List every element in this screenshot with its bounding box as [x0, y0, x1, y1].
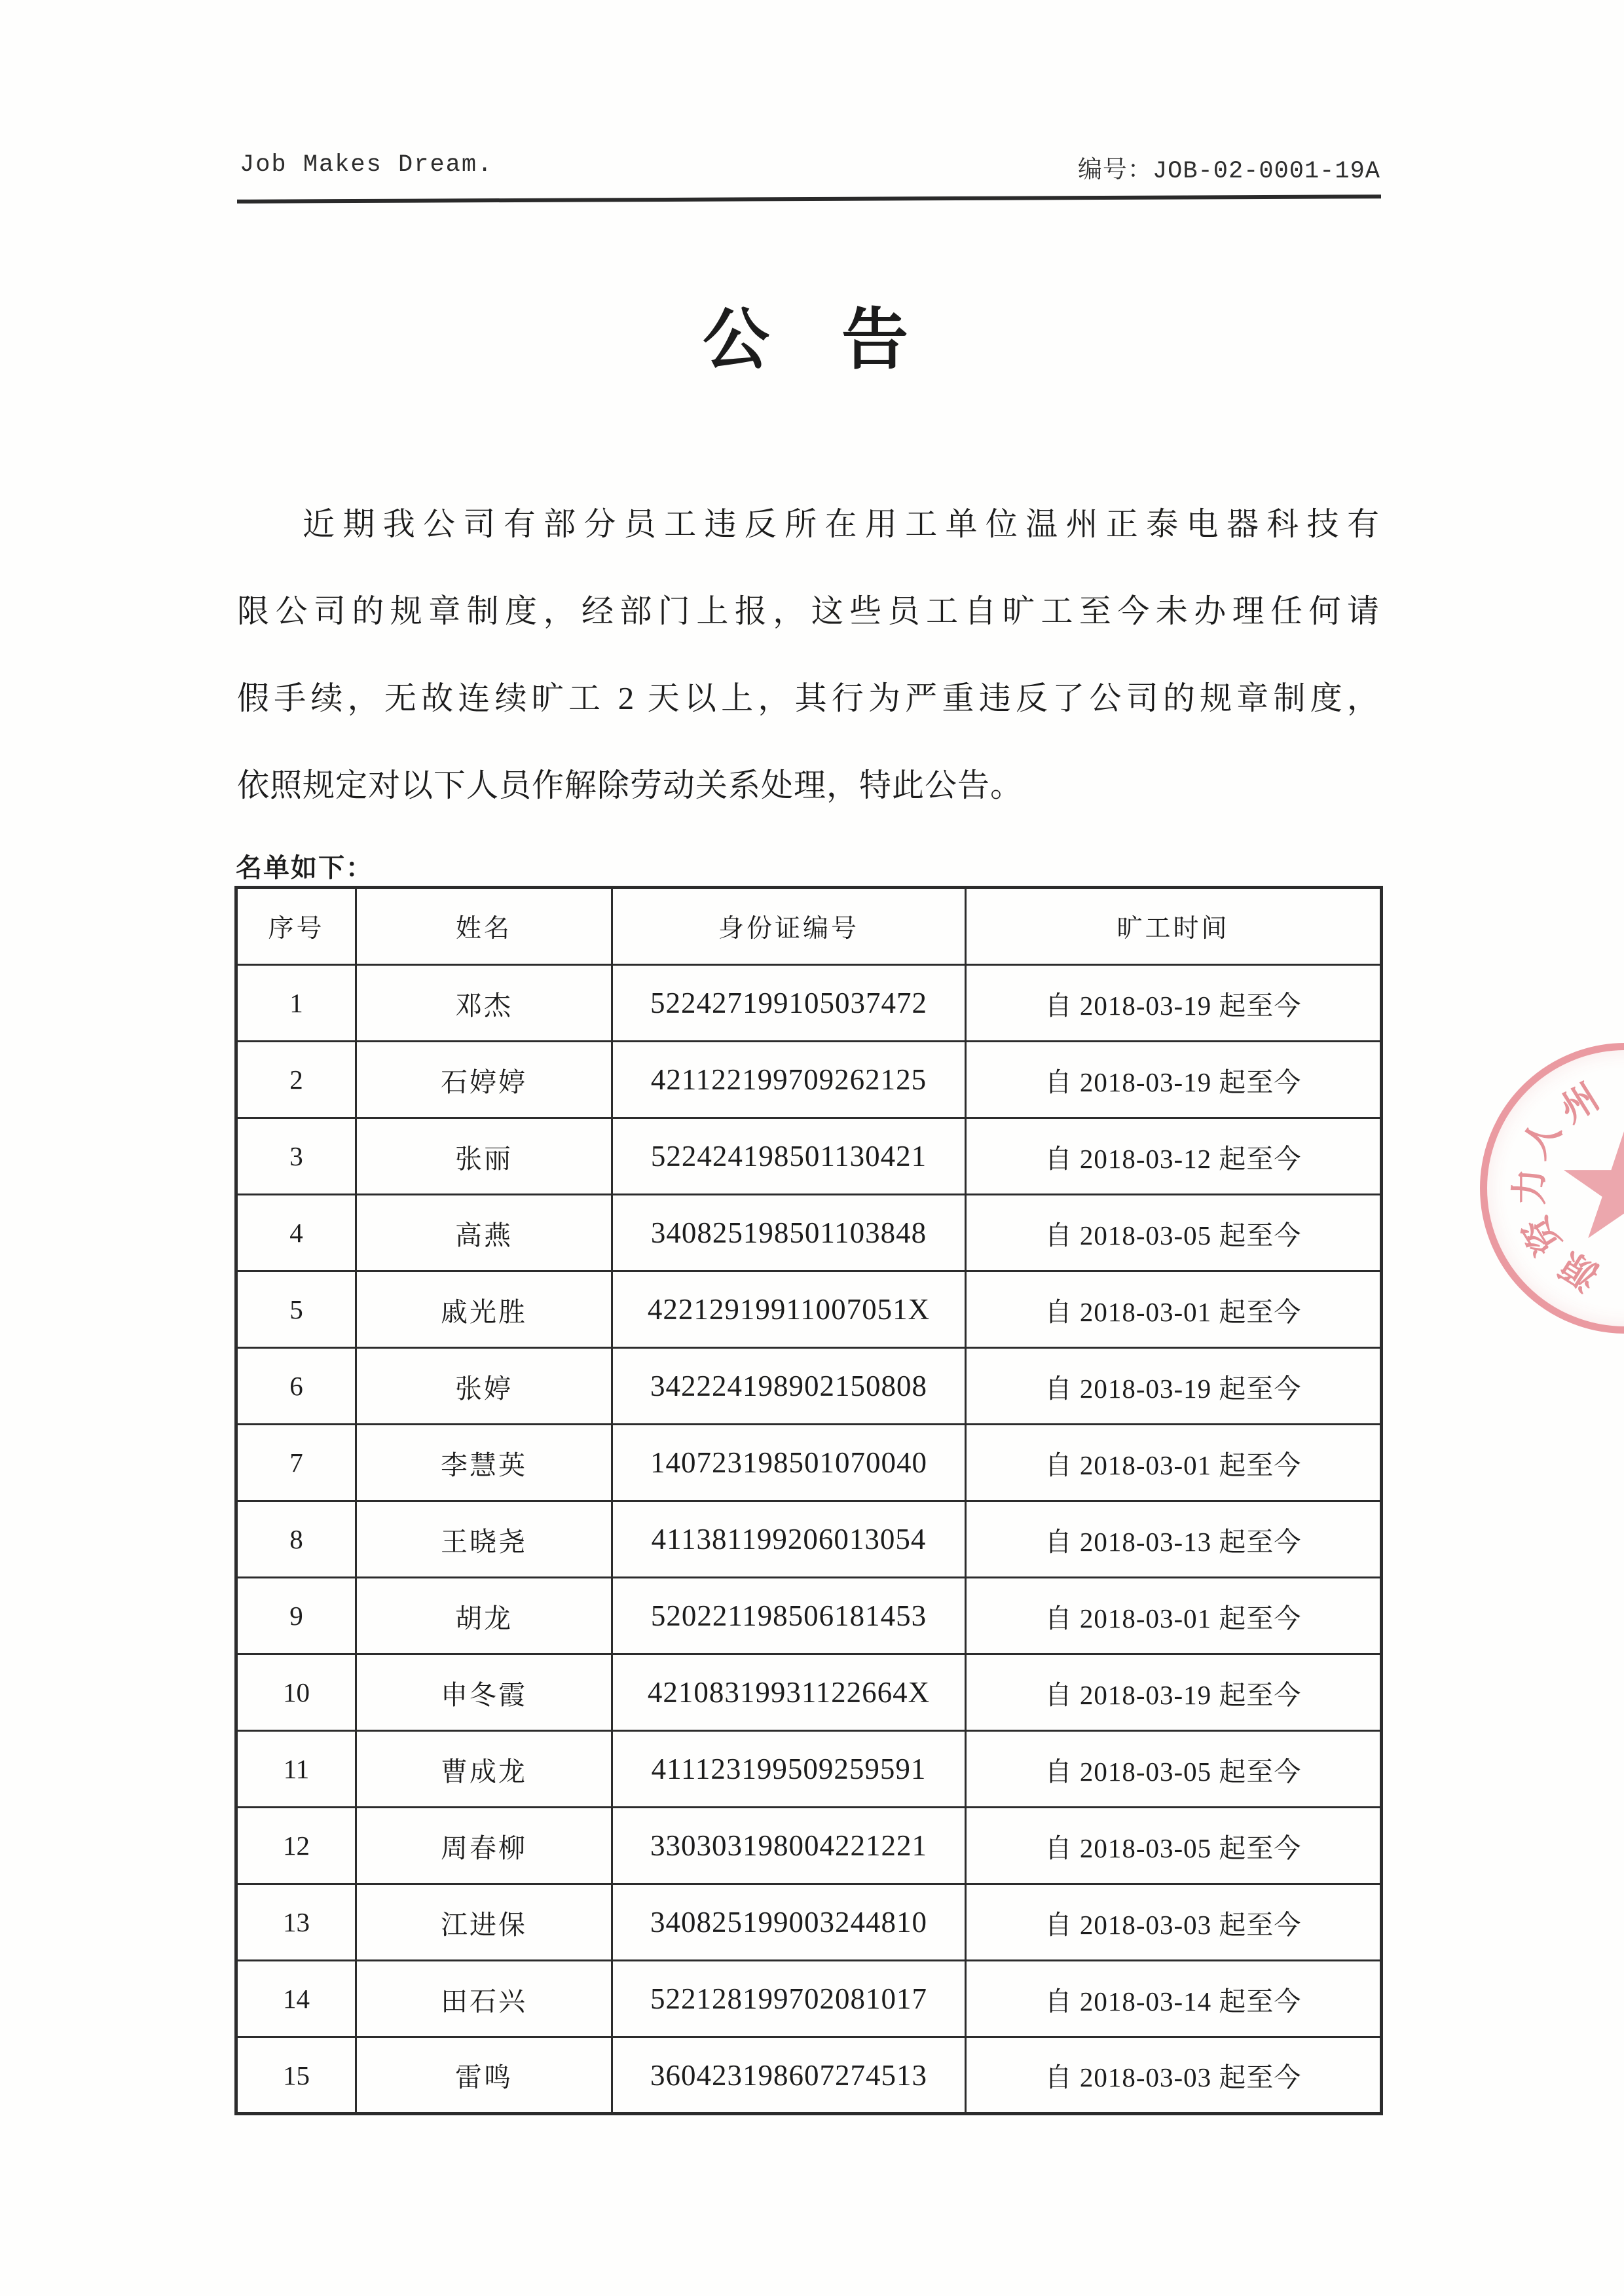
table-cell: 4 — [236, 1195, 356, 1271]
table-cell: 42212919911007051X — [612, 1271, 966, 1348]
table-cell: 周春柳 — [356, 1808, 612, 1884]
table-row — [236, 965, 1382, 1042]
table-cell: 1 — [236, 965, 356, 1042]
table-cell: 5 — [236, 1271, 356, 1348]
table-cell: 申冬霞 — [356, 1654, 612, 1731]
table-cell: 自 2018-03-19 起至今 — [966, 1042, 1382, 1118]
table-cell: 邓杰 — [356, 965, 612, 1042]
table-cell: 421122199709262125 — [612, 1042, 966, 1118]
table-cell: 8 — [236, 1501, 356, 1578]
stamp-ring-char: 资 — [1514, 1209, 1569, 1262]
table-row — [236, 1348, 1382, 1425]
table-cell: 自 2018-03-05 起至今 — [966, 1731, 1382, 1808]
table-cell: 自 2018-03-05 起至今 — [966, 1195, 1382, 1271]
table-row — [236, 1501, 1382, 1578]
table-cell: 11 — [236, 1731, 356, 1808]
table-row — [236, 1425, 1382, 1501]
table-cell: 自 2018-03-05 起至今 — [966, 1808, 1382, 1884]
table-header-row — [236, 888, 1382, 965]
table-row — [236, 2037, 1382, 2114]
table-cell: 戚光胜 — [356, 1271, 612, 1348]
body-line: 近期我公司有部分员工违反所在用工单位温州正泰电器科技有 — [303, 506, 1380, 542]
doc-number — [1078, 149, 1380, 185]
col-header-name: 姓名 — [356, 888, 612, 965]
body-line: 限公司的规章制度，经部门上报，这些员工自旷工至今未办理任何请 — [237, 593, 1380, 629]
table-cell: 自 2018-03-19 起至今 — [966, 965, 1382, 1042]
body-paragraph — [237, 505, 1380, 854]
table-cell: 2 — [236, 1042, 356, 1118]
stamp-ring — [1480, 1043, 1624, 1334]
table-cell: 9 — [236, 1578, 356, 1654]
table-cell: 522427199105037472 — [612, 965, 966, 1042]
table-row — [236, 1808, 1382, 1884]
table-cell: 10 — [236, 1654, 356, 1731]
table-cell: 520221198506181453 — [612, 1578, 966, 1654]
table-cell: 王晓尧 — [356, 1501, 612, 1578]
table-cell: 自 2018-03-13 起至今 — [966, 1501, 1382, 1578]
page-title: 公 告 — [703, 304, 911, 378]
col-header-absence: 旷工时间 — [966, 888, 1382, 965]
table-row — [236, 1961, 1382, 2037]
header-slogan: Job Makes Dream. — [240, 151, 494, 179]
table-row — [236, 1884, 1382, 1961]
body-line: 假手续，无故连续旷工 2 天以上，其行为严重违反了公司的规章制度， — [237, 680, 1380, 716]
table-cell: 自 2018-03-01 起至今 — [966, 1425, 1382, 1501]
table-cell: 自 2018-03-01 起至今 — [966, 1271, 1382, 1348]
table-row — [236, 1195, 1382, 1271]
roster-table-body — [236, 965, 1382, 2114]
list-label: 名单如下： — [236, 854, 373, 883]
table-cell: 江进保 — [356, 1884, 612, 1961]
company-stamp — [1480, 1043, 1624, 1334]
table-row — [236, 1578, 1382, 1654]
table-row — [236, 1731, 1382, 1808]
table-row — [236, 1271, 1382, 1348]
table-cell: 340825199003244810 — [612, 1884, 966, 1961]
table-cell: 自 2018-03-14 起至今 — [966, 1961, 1382, 2037]
table-cell: 曹成龙 — [356, 1731, 612, 1808]
table-cell: 42108319931122664X — [612, 1654, 966, 1731]
table-cell: 340825198501103848 — [612, 1195, 966, 1271]
table-cell: 140723198501070040 — [612, 1425, 966, 1501]
body-line: 依照规定对以下人员作解除劳动关系处理，特此公告。 — [237, 767, 1024, 803]
table-cell: 雷鸣 — [356, 2037, 612, 2114]
table-cell: 6 — [236, 1348, 356, 1425]
table-row — [236, 1042, 1382, 1118]
table-cell: 411123199509259591 — [612, 1731, 966, 1808]
table-cell: 360423198607274513 — [612, 2037, 966, 2114]
table-cell: 自 2018-03-03 起至今 — [966, 1884, 1382, 1961]
table-cell: 14 — [236, 1961, 356, 2037]
stamp-ring-char: 力 — [1509, 1169, 1550, 1205]
doc-number-label: 编号： — [1077, 158, 1153, 185]
table-cell: 411381199206013054 — [612, 1501, 966, 1578]
stamp-star-icon — [1561, 1127, 1624, 1249]
table-cell: 522128199702081017 — [612, 1961, 966, 2037]
roster-table — [234, 886, 1383, 2115]
table-cell: 自 2018-03-12 起至今 — [966, 1118, 1382, 1195]
col-header-index: 序号 — [236, 888, 356, 965]
table-cell: 12 — [236, 1808, 356, 1884]
table-cell: 342224198902150808 — [612, 1348, 966, 1425]
table-cell: 石婷婷 — [356, 1042, 612, 1118]
table-cell: 田石兴 — [356, 1961, 612, 2037]
table-cell: 自 2018-03-03 起至今 — [966, 2037, 1382, 2114]
table-cell: 522424198501130421 — [612, 1118, 966, 1195]
stamp-ring-char: 州 — [1553, 1076, 1606, 1131]
table-cell: 胡龙 — [356, 1578, 612, 1654]
table-cell: 自 2018-03-01 起至今 — [966, 1578, 1382, 1654]
table-cell: 自 2018-03-19 起至今 — [966, 1654, 1382, 1731]
table-cell: 15 — [236, 2037, 356, 2114]
table-cell: 7 — [236, 1425, 356, 1501]
stamp-ring-char: 人 — [1514, 1112, 1569, 1165]
table-cell: 3 — [236, 1118, 356, 1195]
stamp-ring-char: 源 — [1553, 1243, 1606, 1298]
table-row — [236, 1654, 1382, 1731]
table-cell: 高燕 — [356, 1195, 612, 1271]
header-rule — [237, 194, 1381, 204]
table-cell: 13 — [236, 1884, 356, 1961]
col-header-id-card: 身份证编号 — [612, 888, 966, 965]
table-cell: 张婷 — [356, 1348, 612, 1425]
table-cell: 李慧英 — [356, 1425, 612, 1501]
table-cell: 自 2018-03-19 起至今 — [966, 1348, 1382, 1425]
doc-number-value: JOB-02-0001-19A — [1152, 158, 1380, 185]
table-cell: 张丽 — [356, 1118, 612, 1195]
table-cell: 330303198004221221 — [612, 1808, 966, 1884]
table-row — [236, 1118, 1382, 1195]
